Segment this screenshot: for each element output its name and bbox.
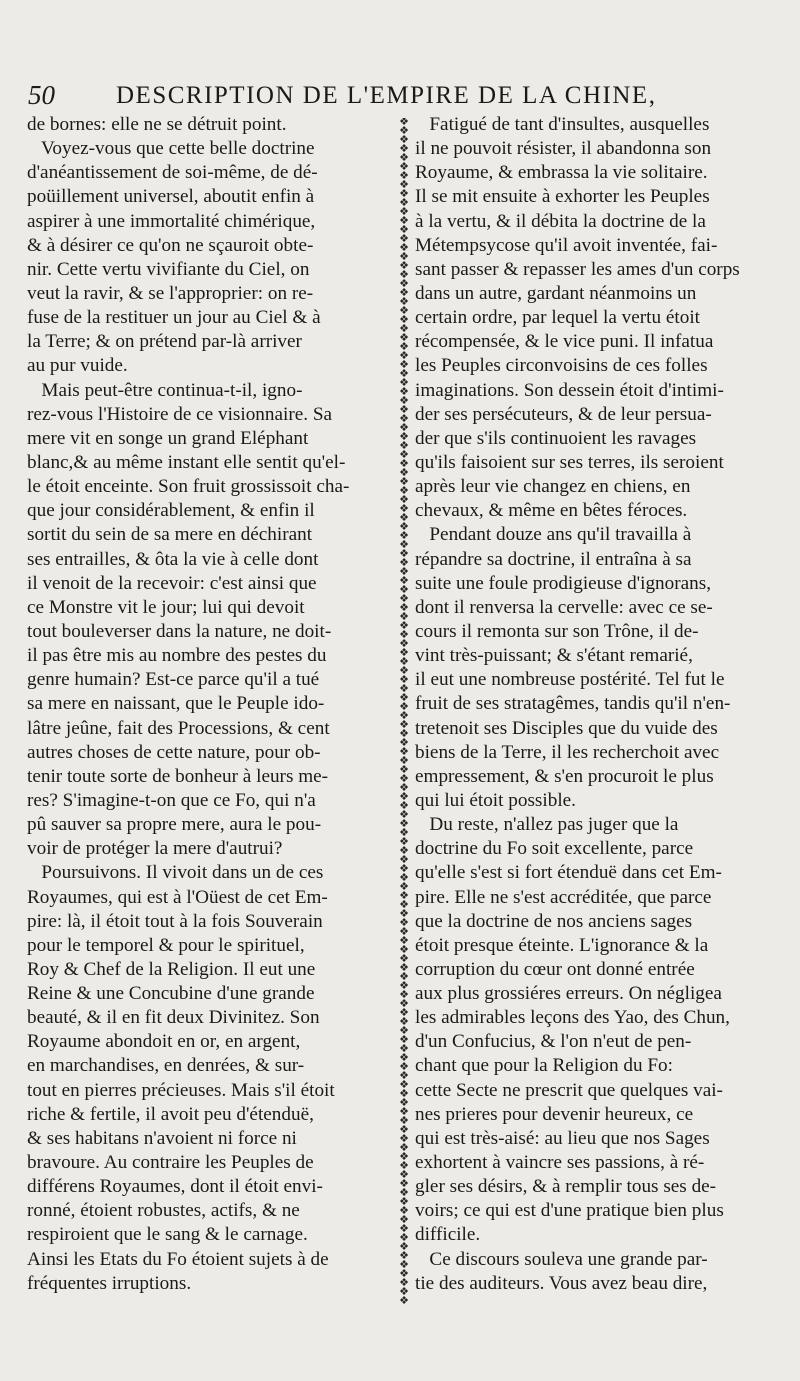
text-line: la Terre; & on prétend par-là arriver	[27, 331, 302, 353]
text-line: il pas être mis au nombre des pestes du	[27, 645, 327, 667]
text-line: de bornes: elle ne se détruit point.	[27, 114, 287, 135]
text-line: Poursuivons. Il vivoit dans un de ces	[27, 862, 324, 884]
ornament-glyph: ❖	[399, 692, 409, 704]
text-line: gler ses désirs, & à remplir tous ses de-	[415, 1176, 717, 1198]
text-line: genre humain? Est-ce parce qu'il a tué	[27, 669, 320, 691]
text-line: & à désirer ce qu'on ne sçauroit obte-	[27, 234, 314, 256]
ornament-glyph: ❖	[399, 989, 409, 1001]
ornament-glyph: ❖	[399, 719, 409, 731]
ornament-glyph: ❖	[399, 665, 409, 677]
text-line: que la doctrine de nos anciens sages	[415, 910, 693, 932]
ornament-glyph: ❖	[399, 962, 409, 974]
text-line: aux plus grossiéres erreurs. On négligea	[415, 983, 722, 1005]
ornament-glyph: ❖	[399, 890, 409, 902]
ornament-glyph: ❖	[399, 701, 409, 713]
text-line: Royaumes, qui est à l'Oüest de cet Em-	[27, 886, 328, 908]
text-line: voir de protéger la mere d'autrui?	[27, 838, 283, 860]
running-head: DESCRIPTION DE L'EMPIRE DE LA CHINE,	[116, 82, 657, 109]
ornament-glyph: ❖	[399, 566, 409, 578]
ornament-glyph: ❖	[399, 1169, 409, 1181]
text-line: cours il remonta sur son Trône, il de-	[415, 620, 699, 642]
ornament-glyph: ❖	[399, 980, 409, 992]
ornament-glyph: ❖	[399, 539, 409, 551]
ornament-glyph: ❖	[399, 1133, 409, 1145]
ornament-glyph: ❖	[399, 215, 409, 227]
text-line: d'anéantissement de soi-même, de dé-	[27, 162, 318, 184]
ornament-glyph: ❖	[399, 800, 409, 812]
ornament-glyph: ❖	[399, 125, 409, 137]
text-line: nir. Cette vertu vivifiante du Ciel, on	[27, 258, 310, 280]
text-line: qui lui étoit possible.	[415, 789, 576, 811]
ornament-glyph: ❖	[399, 386, 409, 398]
text-line: pour le temporel & pour le spirituel,	[27, 934, 305, 956]
ornament-glyph: ❖	[399, 1268, 409, 1280]
ornament-glyph: ❖	[399, 656, 409, 668]
text-line: qui est très-aisé: au lieu que nos Sages	[415, 1127, 710, 1149]
ornament-glyph: ❖	[399, 746, 409, 758]
ornament-glyph: ❖	[399, 431, 409, 443]
text-line: certain ordre, par lequel la vertu étoit	[415, 307, 701, 329]
ornamental-column-divider	[396, 118, 412, 1314]
ornament-glyph: ❖	[399, 170, 409, 182]
ornament-glyph: ❖	[399, 1241, 409, 1253]
ornament-glyph: ❖	[399, 1286, 409, 1298]
ornament-glyph: ❖	[399, 899, 409, 911]
text-line: blanc,& au même instant elle sentit qu'el-	[27, 451, 346, 473]
text-line: à la vertu, & il débita la doctrine de la	[415, 210, 706, 232]
text-line: il venoit de la recevoir: c'est ainsi que	[27, 572, 317, 594]
ornament-glyph: ❖	[399, 323, 409, 335]
ornament-glyph: ❖	[399, 134, 409, 146]
ornament-glyph: ❖	[399, 917, 409, 929]
ornament-glyph: ❖	[399, 1250, 409, 1262]
ornament-glyph: ❖	[399, 827, 409, 839]
ornament-glyph: ❖	[399, 530, 409, 542]
text-line: le étoit enceinte. Son fruit grossissoit cha-	[27, 476, 350, 498]
ornament-glyph: ❖	[399, 188, 409, 200]
text-line: Voyez-vous que cette belle doctrine	[27, 138, 315, 160]
text-line: pire: là, il étoit tout à la fois Souverain	[27, 910, 323, 932]
text-line: Ainsi les Etats du Fo étoient sujets à de	[27, 1248, 329, 1270]
ornament-glyph: ❖	[399, 242, 409, 254]
ornament-glyph: ❖	[399, 521, 409, 533]
ornament-glyph: ❖	[399, 224, 409, 236]
ornament-glyph: ❖	[399, 674, 409, 686]
text-line: les Peuples circonvoisins de ces folles	[415, 355, 708, 377]
ornament-glyph: ❖	[399, 575, 409, 587]
ornament-glyph: ❖	[399, 728, 409, 740]
text-line: chant que pour la Religion du Fo:	[415, 1055, 673, 1077]
ornament-glyph: ❖	[399, 118, 409, 128]
ornament-glyph: ❖	[399, 638, 409, 650]
ornament-glyph: ❖	[399, 773, 409, 785]
ornament-glyph: ❖	[399, 1007, 409, 1019]
text-line: ronné, étoient robustes, actifs, & ne	[27, 1200, 300, 1222]
ornament-glyph: ❖	[399, 179, 409, 191]
ornament-glyph: ❖	[399, 152, 409, 164]
ornament-glyph: ❖	[399, 755, 409, 767]
ornament-glyph: ❖	[399, 1196, 409, 1208]
ornament-glyph: ❖	[399, 782, 409, 794]
text-line: biens de la Terre, il les recherchoit avec	[415, 741, 720, 763]
ornament-glyph: ❖	[399, 494, 409, 506]
text-line: différens Royaumes, dont il étoit envi-	[27, 1176, 323, 1198]
ornament-glyph: ❖	[399, 836, 409, 848]
ornament-glyph: ❖	[399, 1052, 409, 1064]
ornament-glyph: ❖	[399, 854, 409, 866]
text-line: suite une foule prodigieuse d'ignorans,	[415, 572, 712, 594]
text-line: Reine & une Concubine d'une grande	[27, 983, 315, 1005]
ornament-glyph: ❖	[399, 440, 409, 452]
ornament-glyph: ❖	[399, 1295, 409, 1307]
text-line: tout en pierres précieuses. Mais s'il étoit	[27, 1079, 335, 1101]
page-number: 50	[28, 80, 55, 110]
ornament-glyph: ❖	[399, 926, 409, 938]
ornament-glyph: ❖	[399, 1151, 409, 1163]
ornament-glyph: ❖	[399, 620, 409, 632]
text-line: au pur vuide.	[27, 355, 128, 377]
text-line: les admirables leçons des Yao, des Chun,	[415, 1007, 730, 1029]
ornament-glyph: ❖	[399, 611, 409, 623]
ornament-glyph: ❖	[399, 359, 409, 371]
ornament-glyph: ❖	[399, 737, 409, 749]
ornament-glyph: ❖	[399, 764, 409, 776]
ornament-glyph: ❖	[399, 1043, 409, 1055]
text-line: Du reste, n'allez pas juger que la	[415, 814, 679, 836]
text-line: pû sauver sa propre mere, aura le pou-	[27, 814, 322, 836]
text-line: après leur vie changez en chiens, en	[415, 476, 691, 498]
ornament-glyph: ❖	[399, 908, 409, 920]
ornament-glyph: ❖	[399, 422, 409, 434]
ornament-glyph: ❖	[399, 1088, 409, 1100]
text-line: der que s'ils continuoient les ravages	[415, 427, 697, 449]
text-line: exhortent à vaincre ses passions, à ré-	[415, 1152, 705, 1174]
ornament-glyph: ❖	[399, 845, 409, 857]
text-line: fréquentes irruptions.	[27, 1272, 192, 1294]
ornament-glyph: ❖	[399, 512, 409, 524]
ornament-glyph: ❖	[399, 1061, 409, 1073]
ornament-glyph: ❖	[399, 1016, 409, 1028]
text-line: empressement, & s'en procuroit le plus	[415, 765, 714, 787]
text-line: répandre sa doctrine, il entraîna à sa	[415, 548, 692, 570]
text-line: poüillement universel, aboutit enfin à	[27, 186, 315, 208]
ornament-glyph: ❖	[399, 1124, 409, 1136]
ornament-glyph: ❖	[399, 368, 409, 380]
ornament-glyph: ❖	[399, 485, 409, 497]
text-line: Royaume, & embrassa la vie solitaire.	[415, 162, 708, 184]
ornament-glyph: ❖	[399, 332, 409, 344]
ornament-glyph: ❖	[399, 584, 409, 596]
ornament-glyph: ❖	[399, 404, 409, 416]
text-line: il ne pouvoit résister, il abandonna son	[415, 138, 712, 160]
ornament-glyph: ❖	[399, 971, 409, 983]
text-line: corruption du cœur ont donné entrée	[415, 958, 695, 980]
ornament-glyph: ❖	[399, 377, 409, 389]
ornament-glyph: ❖	[399, 341, 409, 353]
ornament-glyph: ❖	[399, 449, 409, 461]
ornament-glyph: ❖	[399, 1160, 409, 1172]
ornament-glyph: ❖	[399, 710, 409, 722]
text-line: Fatigué de tant d'insultes, ausquelles	[415, 114, 710, 135]
ornament-glyph: ❖	[399, 458, 409, 470]
ornament-glyph: ❖	[399, 314, 409, 326]
ornament-glyph: ❖	[399, 1259, 409, 1271]
ornament-glyph: ❖	[399, 1178, 409, 1190]
text-line: Royaume abondoit en or, en argent,	[27, 1031, 301, 1053]
ornament-glyph: ❖	[399, 1025, 409, 1037]
text-line: veut la ravir, & se l'approprier: on re-	[27, 282, 314, 304]
text-line: aspirer à une immortalité chimérique,	[27, 210, 316, 232]
ornament-glyph: ❖	[399, 503, 409, 515]
text-line: qu'ils faisoient sur ses terres, ils seroient	[415, 451, 724, 473]
text-line: mere vit en songe un grand Eléphant	[27, 427, 309, 449]
text-line: lâtre jeûne, fait des Processions, & cent	[27, 717, 330, 739]
ornament-glyph: ❖	[399, 350, 409, 362]
ornament-glyph: ❖	[399, 1034, 409, 1046]
text-line: sant passer & repasser les ames d'un corps	[415, 258, 740, 280]
text-line: étoit presque éteinte. L'ignorance & la	[415, 934, 709, 956]
ornament-glyph: ❖	[399, 197, 409, 209]
ornament-glyph: ❖	[399, 818, 409, 830]
left-column	[27, 113, 379, 1296]
ornament-glyph: ❖	[399, 1223, 409, 1235]
ornament-glyph: ❖	[399, 1187, 409, 1199]
ornament-glyph: ❖	[399, 1079, 409, 1091]
text-line: tenir toute sorte de bonheur à leurs me-	[27, 765, 329, 787]
ornament-glyph: ❖	[399, 791, 409, 803]
ornament-glyph: ❖	[399, 629, 409, 641]
text-line: d'un Confucius, & l'on n'eut de pen-	[415, 1031, 692, 1053]
ornament-glyph: ❖	[399, 683, 409, 695]
text-line: Ce discours souleva une grande par-	[415, 1248, 708, 1270]
ornament-glyph: ❖	[399, 1232, 409, 1244]
ornament-glyph: ❖	[399, 1277, 409, 1289]
text-line: fuse de la restituer un jour au Ciel & à	[27, 307, 321, 329]
text-line: nes prieres pour devenir heureux, ce	[415, 1103, 694, 1125]
ornament-glyph: ❖	[399, 1097, 409, 1109]
text-line: dont il renversa la cervelle: avec ce se-	[415, 596, 713, 618]
text-line: bravoure. Au contraire les Peuples de	[27, 1152, 314, 1174]
ornament-glyph: ❖	[399, 647, 409, 659]
ornament-glyph: ❖	[399, 296, 409, 308]
ornament-glyph: ❖	[399, 872, 409, 884]
ornament-glyph: ❖	[399, 413, 409, 425]
ornament-glyph: ❖	[399, 998, 409, 1010]
ornament-glyph: ❖	[399, 1205, 409, 1217]
ornament-glyph: ❖	[399, 287, 409, 299]
ornament-glyph: ❖	[399, 602, 409, 614]
ornament-glyph: ❖	[399, 143, 409, 155]
text-line: sa mere en naissant, que le Peuple ido-	[27, 693, 325, 715]
text-line: en marchandises, en denrées, & sur-	[27, 1055, 305, 1077]
text-line: cette Secte ne prescrit que quelques vai-	[415, 1079, 723, 1101]
text-line: Roy & Chef de la Religion. Il eut une	[27, 958, 316, 980]
ornament-glyph: ❖	[399, 476, 409, 488]
text-line: que jour considérablement, & enfin il	[27, 500, 315, 522]
ornament-glyph: ❖	[399, 260, 409, 272]
text-line: res? S'imagine-t-on que ce Fo, qui n'a	[27, 789, 316, 811]
text-line: ses entrailles, & ôta la vie à celle dont	[27, 548, 319, 570]
ornament-glyph: ❖	[399, 1115, 409, 1127]
text-line: der ses persécuteurs, & de leur persua-	[415, 403, 712, 425]
text-line: rez-vous l'Histoire de ce visionnaire. Sa	[27, 403, 333, 425]
ornament-glyph: ❖	[399, 863, 409, 875]
ornament-glyph: ❖	[399, 395, 409, 407]
text-line: dans un autre, gardant néanmoins un	[415, 282, 697, 304]
ornament-glyph: ❖	[399, 557, 409, 569]
ornament-glyph: ❖	[399, 944, 409, 956]
text-line: autres choses de cette nature, pour ob-	[27, 741, 321, 763]
ornament-glyph: ❖	[399, 206, 409, 218]
ornament-glyph: ❖	[399, 953, 409, 965]
ornament-glyph: ❖	[399, 809, 409, 821]
text-line: tout bouleverser dans la nature, ne doit-	[27, 620, 332, 642]
ornament-glyph: ❖	[399, 251, 409, 263]
text-line: pire. Elle ne s'est accréditée, que parce	[415, 886, 712, 908]
ornament-glyph: ❖	[399, 278, 409, 290]
text-line: il eut une nombreuse postérité. Tel fut le	[415, 669, 725, 691]
text-line: voirs; ce qui est d'une pratique bien plus	[415, 1200, 724, 1222]
ornament-glyph: ❖	[399, 1214, 409, 1226]
text-line: récompensée, & le vice puni. Il infatua	[415, 331, 714, 353]
ornament-glyph: ❖	[399, 467, 409, 479]
ornament-glyph: ❖	[399, 548, 409, 560]
text-line: doctrine du Fo soit excellente, parce	[415, 838, 694, 860]
ornament-glyph: ❖	[399, 161, 409, 173]
text-line: Il se mit ensuite à exhorter les Peuples	[415, 186, 710, 208]
page-header	[24, 78, 784, 114]
right-column	[415, 113, 767, 1296]
text-line: difficile.	[415, 1224, 481, 1246]
ornament-glyph: ❖	[399, 1106, 409, 1118]
text-line: ce Monstre vit le jour; lui qui devoit	[27, 596, 305, 618]
ornament-glyph: ❖	[399, 935, 409, 947]
text-line: vint très-puissant; & s'étant remarié,	[415, 645, 693, 667]
ornament-glyph: ❖	[399, 1070, 409, 1082]
ornament-glyph: ❖	[399, 305, 409, 317]
text-line: chevaux, & même en bêtes féroces.	[415, 500, 688, 522]
text-line: Pendant douze ans qu'il travailla à	[415, 524, 692, 546]
text-line: beauté, & il en fit deux Divinitez. Son	[27, 1007, 320, 1029]
text-line: imaginations. Son dessein étoit d'intimi-	[415, 379, 724, 401]
text-line: Mais peut-être continua-t-il, igno-	[27, 379, 303, 401]
ornament-glyph: ❖	[399, 1142, 409, 1154]
ornament-glyph: ❖	[399, 881, 409, 893]
text-line: sortit du sein de sa mere en déchirant	[27, 524, 313, 546]
text-line: fruit de ses stratagêmes, tandis qu'il n'en-	[415, 693, 731, 715]
text-line: respiroient que le sang & le carnage.	[27, 1224, 308, 1246]
text-line: riche & fertile, il avoit peu d'étenduë,	[27, 1103, 314, 1125]
ornament-glyph: ❖	[399, 233, 409, 245]
text-line: tretenoit ses Disciples que du vuide des	[415, 717, 718, 739]
text-line: qu'elle s'est si fort étenduë dans cet Em-	[415, 862, 722, 884]
ornament-glyph: ❖	[399, 269, 409, 281]
text-line: tie des auditeurs. Vous avez beau dire,	[415, 1272, 708, 1294]
text-line: & ses habitans n'avoient ni force ni	[27, 1127, 297, 1149]
ornament-glyph: ❖	[399, 593, 409, 605]
text-line: Métempsycose qu'il avoit inventée, fai-	[415, 234, 718, 256]
